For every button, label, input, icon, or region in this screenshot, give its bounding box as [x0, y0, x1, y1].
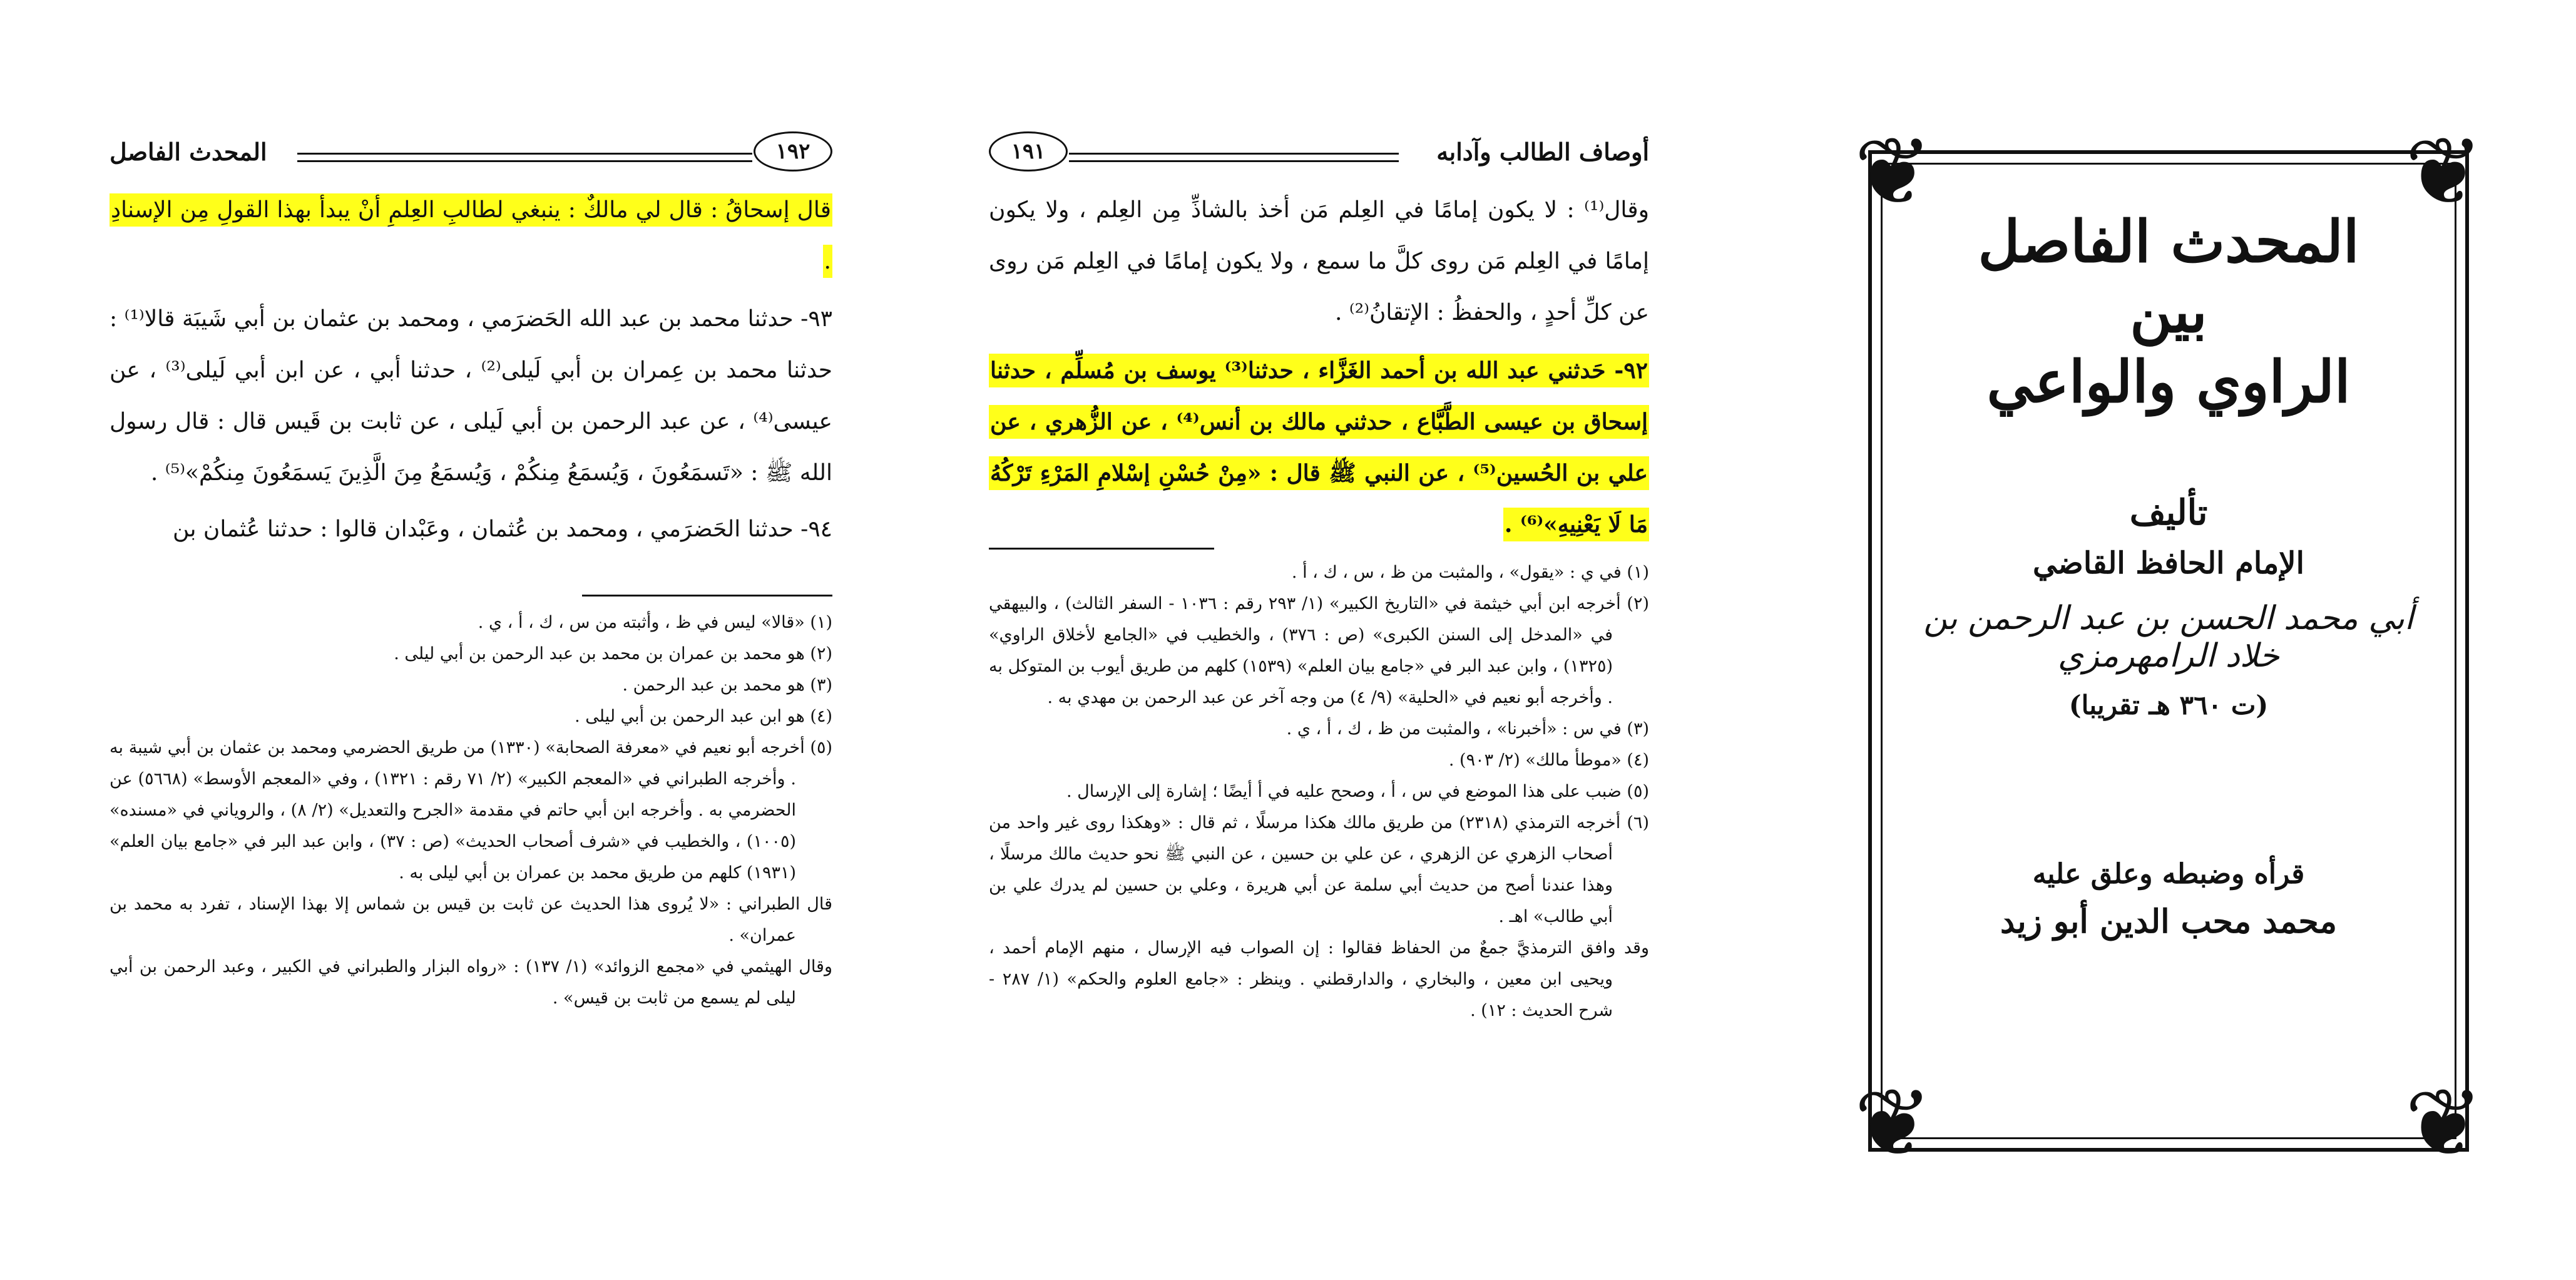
footnote: (٣) هو محمد بن عبد الرحمن .: [622, 675, 832, 695]
left-page-body: [110, 185, 832, 555]
hadith-93: ٩٣- حدثنا محمد بن عبد الله الحَضرَمي ، ومحمد بن عثمان بن أبي شَيبَة قالا⁽¹⁾ : حدثنا محمد بن عِمران بن أبي لَيلى⁽²⁾ ، حدثنا أبي ، عن ابن أبي لَيلى⁽³⁾ ، عن عيسى⁽⁴⁾ ، عن عبد الرحمن بن أبي لَيلى ، عن ثابت بن قَيس قال : قال رسول الله ﷺ : «تَسمَعُونَ ، وَيُسمَعُ مِنكُمْ ، وَيُسمَعُ مِنَ الَّذِينَ يَسمَعُونَ مِنكُمْ»⁽⁵⁾ .: [110, 306, 833, 486]
middle-page-body: [989, 185, 1649, 550]
footnote: (٥) ضبب على هذا الموضع في س ، أ ، وصحح عليه في أ أيضًا ؛ إشارة إلى الإرسال .: [1066, 782, 1649, 801]
footnote: (٢) أخرجه ابن أبي خيثمة في «التاريخ الكبير» (١/ ٢٩٣ رقم : ١٠٣٦ - السفر الثالث) ، والبيهقي في «المدخل إلى السنن الكبرى» (ص : ٣٧٦) ، والخطيب في «الجامع لأخلاق الراوي» (١٣٢٥) ، وابن عبد البر في «جامع بيان العلم» (١٥٣٩) كلهم من طريق أيوب بن المتوكل به . وأخرجه أبو نعيم في «الحلية» (٩/ ٤) من وجه آخر عن عبد الرحمن بن مهدي به .: [989, 594, 1649, 707]
footnote-separator: [582, 595, 832, 596]
running-header: المحدث الفاصل: [110, 138, 267, 166]
middle-footnotes: [989, 557, 1649, 1027]
footnote: (١) في ي : «يقول» ، والمثبت من ظ ، س ، ك ، أ .: [1291, 563, 1649, 582]
header-rule: [297, 153, 752, 162]
footnote: (١) «قالا» ليس في ظ ، وأثبته من س ، ك ، أ ، ي .: [478, 613, 832, 632]
book-title: المحدث الفاصل: [1978, 208, 2359, 275]
footnote: (٤) هو ابن عبد الرحمن بن أبي ليلى .: [575, 707, 832, 726]
footnote: وقد وافق الترمذيَّ جمعٌ من الحفاظ فقالوا : إن الصواب فيه الإرسال ، منهم الإمام أحمد ، ويحيى ابن معين ، والبخاري ، والدارقطني . وينظر : «جامع العلوم والحكم» (١/ ٢٨٧ - شرح الحديث : ١٢) .: [989, 938, 1649, 1020]
author-title: الإمام الحافظ القاضي: [2033, 546, 2304, 581]
left-footnotes: [110, 607, 832, 1014]
highlighted-paragraph: قال إسحاقُ : قال لي مالكٌ : ينبغي لطالبِ العِلمِ أنْ يبدأ بهذا القولِ مِن الإسنادِ .: [110, 185, 832, 287]
footnote: (٣) في س : «أخبرنا» ، والمثبت من ظ ، ك ، أ ، ي .: [1286, 719, 1649, 739]
corner-ornament-icon: ❦: [2405, 118, 2483, 227]
death-date: (ت ٣٦٠ هـ تقريبا): [2068, 690, 2269, 720]
cover-content: [1912, 207, 2425, 941]
corner-ornament-icon: ❦: [1854, 1069, 1933, 1178]
footnote-separator: [989, 548, 1214, 550]
editing-label: قرأه وضبطه وعلق عليه: [2032, 858, 2305, 890]
cover-page: [1854, 118, 2483, 1178]
footnote: (٦) أخرجه الترمذي (٢٣١٨) من طريق مالك هكذا مرسلًا ، ثم قال : «وهكذا روى غير واحد من أصحاب الزهري عن الزهري ، عن علي بن حسين ، عن النبي ﷺ نحو حديث مالك مرسلًا ، وهذا عندنا أصح من حديث أبي سلمة عن أبي هريرة ، وعلي بن حسين لم يدرك علي بن أبي طالب» اهـ .: [989, 813, 1649, 926]
middle-page-header: [989, 131, 1649, 188]
authored-label: تأليف: [2129, 492, 2208, 533]
page-number: ١٩١: [989, 131, 1068, 172]
intro-paragraph: وقال⁽¹⁾ : لا يكون إمامًا في العِلم مَن أخذ بالشاذِّ مِن العِلم ، ولا يكون إمامًا في العِلم مَن روى كلَّ ما سمع ، ولا يكون إمامًا في العِلم مَن روى عن كلِّ أحدٍ ، والحفظُ : الإتقانُ⁽²⁾ .: [989, 197, 1649, 325]
book-title-line-2: بين: [2130, 278, 2207, 346]
footnote: قال الطبراني : «لا يُروى هذا الحديث عن ثابت بن قيس بن شماس إلا بهذا الإسناد ، تفرد به محمد بن عمران» .: [110, 894, 832, 945]
corner-ornament-icon: ❦: [2405, 1069, 2483, 1178]
left-page-header: [110, 131, 832, 188]
footnote: (٥) أخرجه أبو نعيم في «معرفة الصحابة» (١٣٣٠) من طريق الحضرمي ومحمد بن عثمان بن أبي شيبة به . وأخرجه الطبراني في «المعجم الكبير» (٢/ ٧١ رقم : ١٣٢١) ، وفي «المعجم الأوسط» (٥٦٦٨) عن الحضرمي به . وأخرجه ابن أبي حاتم في مقدمة «الجرح والتعديل» (٢/ ٨) ، والروياني في «مسنده» (١٠٠٥) ، والخطيب في «شرف أصحاب الحديث» (ص : ٣٧) ، وابن عبد البر في «جامع بيان العلم» (١٩٣١) كلهم من طريق محمد بن عمران بن أبي ليلى به .: [110, 738, 832, 883]
running-header: أوصاف الطالب وآدابه: [1436, 138, 1649, 166]
header-rule: [1069, 153, 1399, 162]
footnote: (٤) «موطأ مالك» (٢/ ٩٠٣) .: [1448, 750, 1649, 770]
footnote: وقال الهيثمي في «مجمع الزوائد» (١/ ١٣٧) : «رواه البزار والطبراني في الكبير ، وعبد الرحمن بن أبي ليلى لم يسمع من ثابت بن قيس» .: [110, 957, 832, 1008]
corner-ornament-icon: ❦: [1854, 118, 1933, 227]
page-number: ١٩٢: [754, 131, 832, 172]
hadith-94: ٩٤- حدثنا الحَضرَمي ، ومحمد بن عُثمان ، وعَبْدان قالوا : حدثنا عُثمان بن: [173, 516, 832, 542]
editor-name: محمد محب الدين أبو زيد: [2000, 903, 2337, 941]
book-title-line-3: الراوي والواعي: [1986, 348, 2351, 416]
author-name: أبي محمد الحسن بن عبد الرحمن بن خلاد الرامهرمزي: [1923, 600, 2414, 675]
footnote: (٢) هو محمد بن عمران بن محمد بن عبد الرحمن بن أبي ليلى .: [394, 644, 832, 663]
highlighted-hadith-92: ٩٢- حَدثني عبد الله بن أحمد الغَزَّاء ، حدثنا⁽³⁾ يوسف بن مُسلِّم ، حدثنا إسحاق بن عيسى الطَّبَّاع ، حدثني مالك بن أنس⁽⁴⁾ ، عن الزُّهري ، عن علي بن الحُسين⁽⁵⁾ ، عن النبي ﷺ قال : «مِنْ حُسْنِ إسْلامِ المَرْءِ تَرْكُهُ مَا لَا يَعْنِيهِ»⁽⁶⁾ .: [989, 345, 1649, 550]
